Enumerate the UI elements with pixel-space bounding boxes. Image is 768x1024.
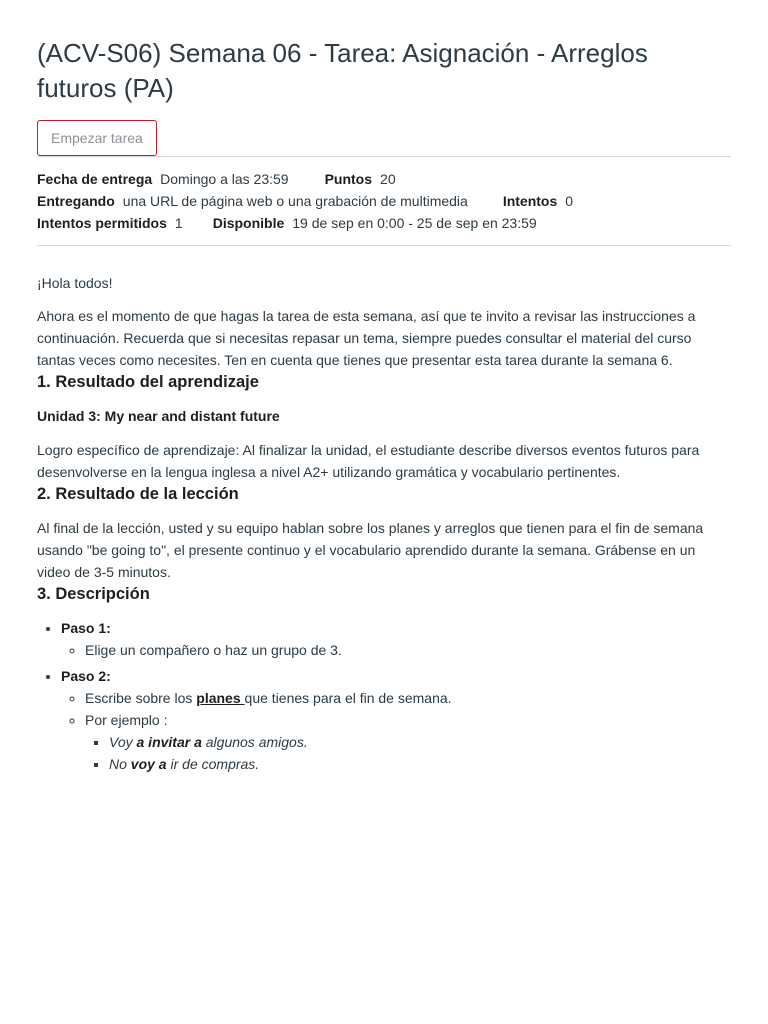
section-heading: 3. Descripción: [37, 585, 150, 603]
step-label: Paso 1:: [61, 620, 111, 636]
steps-list: [37, 617, 731, 775]
sub-list: [61, 687, 731, 775]
lesson-outcome-text: Al final de la lección, usted y su equipo hablan sobre los planes y arreglos que tienen para el fin de semana usando "be going to", el presente continuo y el vocabulario aprendido durante la semana. Grábense en un video de 3-5 minutos.: [37, 520, 704, 580]
examples-list: [85, 731, 731, 775]
list-text: Escribe sobre los: [85, 690, 197, 706]
keyword-planes: planes: [196, 690, 245, 706]
sub-list: [61, 639, 731, 661]
greeting: ¡Hola todos!: [37, 275, 113, 291]
details-row: [37, 190, 731, 212]
intro-paragraph: Ahora es el momento de que hagas la tarea de esta semana, así que te invito a revisar las instrucciones a continuación. Recuerda que si necesitas repasar un tema, siempre puedes consultar el material del curso tantas veces como necesites. Ten en cuenta que tienes que presentar esta tarea durante la semana 6.: [37, 308, 696, 368]
unit-title: Unidad 3: My near and distant future: [37, 408, 280, 424]
list-item: [61, 617, 731, 661]
available-label: Disponible: [212, 215, 285, 231]
attempts-value: 0: [565, 193, 574, 209]
points-label: Puntos: [324, 171, 373, 187]
submitting-value: una URL de página web o una grabación de multimedia: [122, 193, 468, 209]
section-heading: 2. Resultado de la lección: [37, 485, 239, 503]
step-label: Paso 2:: [61, 668, 111, 684]
allowed-attempts-value: 1: [174, 215, 183, 231]
due-value: Domingo a las 23:59: [160, 171, 289, 187]
list-text: que tienes para el fin de semana.: [244, 690, 452, 706]
submitting-label: Entregando: [37, 193, 115, 209]
points-value: 20: [380, 171, 396, 187]
example-item: [109, 753, 731, 775]
list-item: [85, 709, 731, 775]
section-heading: 1. Resultado del aprendizaje: [37, 373, 259, 391]
learning-outcome-text: Logro específico de aprendizaje: Al finalizar la unidad, el estudiante describe diversos eventos futuros para desenvolverse en la lengua inglesa a nivel A2+ utilizando gramática y vocabulario pertinentes.: [37, 442, 700, 480]
list-text: Por ejemplo :: [85, 712, 168, 728]
assignment-description: [37, 272, 731, 775]
divider: [37, 245, 731, 246]
example-text: No: [109, 756, 131, 772]
attempts-label: Intentos: [502, 193, 558, 209]
example-keyword: a invitar a: [136, 734, 206, 750]
assignment-details: [37, 157, 731, 245]
due-label: Fecha de entrega: [37, 171, 153, 187]
allowed-attempts-label: Intentos permitidos: [37, 215, 167, 231]
start-assignment-button[interactable]: Empezar tarea: [37, 120, 157, 156]
details-row: [37, 168, 731, 190]
list-item: [61, 665, 731, 775]
list-item: ◦ Elige un compañero o haz un grupo de 3.: [85, 639, 731, 661]
example-text: ir de compras.: [170, 756, 260, 772]
example-text: algunos amigos.: [205, 734, 308, 750]
example-item: [109, 731, 731, 753]
available-value: 19 de sep en 0:00 - 25 de sep en 23:59: [292, 215, 537, 231]
list-item: [85, 687, 731, 709]
example-text: Voy: [109, 734, 137, 750]
example-keyword: voy a: [130, 756, 171, 772]
assignment-title: (ACV-S06) Semana 06 - Tarea: Asignación - Arreglos futuros (PA): [37, 38, 648, 103]
details-row: [37, 212, 731, 234]
